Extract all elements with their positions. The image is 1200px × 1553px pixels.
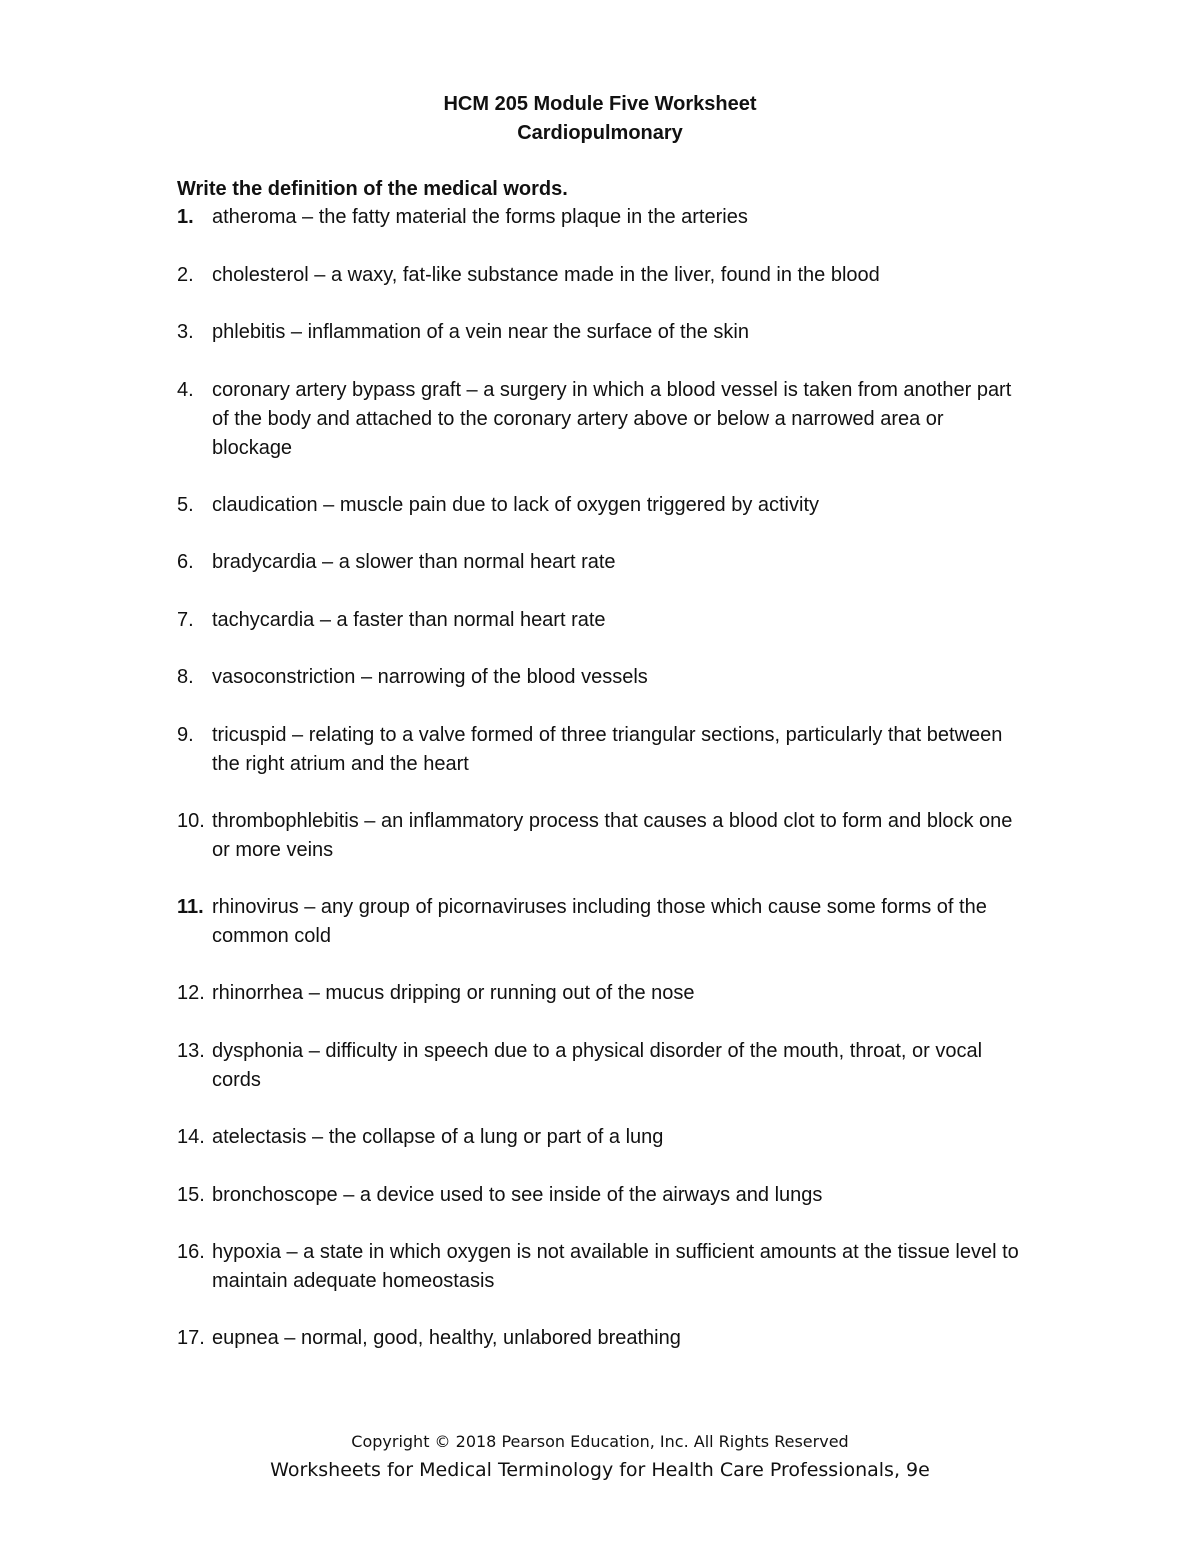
item-number: 10. [177,810,205,832]
item-definition: coronary artery bypass graft – a surgery in which a blood vessel is taken from another part of the body and attached to the coronary artery above or below a narrowed area or blockage [212,379,1012,459]
item-number: 13. [177,1040,205,1062]
item-definition: eupnea – normal, good, healthy, unlabored breathing [212,1327,681,1349]
list-item [177,318,1027,347]
item-definition: hypoxia – a state in which oxygen is not available in sufficient amounts at the tissue level to maintain adequate homeostasis [212,1241,1019,1292]
item-definition: tachycardia – a faster than normal heart rate [212,609,606,631]
worksheet-title: HCM 205 Module Five Worksheet [443,93,757,115]
item-definition: atheroma – the fatty material the forms plaque in the arteries [212,206,748,228]
item-definition: vasoconstriction – narrowing of the blood vessels [212,666,648,688]
item-number: 9. [177,724,194,746]
list-item [177,1181,1027,1210]
item-definition: dysphonia – difficulty in speech due to a physical disorder of the mouth, throat, or vocal cords [212,1040,983,1091]
list-item [177,203,1027,232]
item-number: 15. [177,1184,205,1206]
item-number: 8. [177,666,194,688]
list-item [177,261,1027,290]
list-item [177,663,1027,692]
item-number: 14. [177,1126,205,1148]
list-item [177,807,1027,865]
list-item [177,1238,1027,1296]
item-definition: bronchoscope – a device used to see inside of the airways and lungs [212,1184,823,1206]
item-number: 11. [177,896,204,918]
item-number: 12. [177,982,205,1004]
item-number: 1. [177,206,194,228]
item-definition: bradycardia – a slower than normal heart rate [212,551,616,573]
list-item [177,1123,1027,1152]
item-definition: rhinovirus – any group of picornaviruses including those which cause some forms of the common cold [212,896,987,947]
item-number: 2. [177,264,194,286]
item-number: 4. [177,379,194,401]
item-number: 6. [177,551,194,573]
item-definition: cholesterol – a waxy, fat-like substance made in the liver, found in the blood [212,264,880,286]
item-number: 16. [177,1241,205,1263]
item-definition: rhinorrhea – mucus dripping or running out of the nose [212,982,695,1004]
item-number: 7. [177,609,194,631]
list-item [177,1037,1027,1095]
list-item [177,721,1027,779]
item-number: 17. [177,1327,205,1349]
list-item [177,979,1027,1008]
item-definition: atelectasis – the collapse of a lung or part of a lung [212,1126,664,1148]
list-item [177,893,1027,951]
copyright-footer: Copyright © 2018 Pearson Education, Inc. All Rights Reserved [351,1432,849,1451]
worksheet-subtitle: Cardiopulmonary [517,122,683,144]
list-item [177,491,1027,520]
book-title-footer: Worksheets for Medical Terminology for Health Care Professionals, 9e [270,1459,930,1481]
item-definition: phlebitis – inflammation of a vein near the surface of the skin [212,321,749,343]
list-item [177,1324,1027,1353]
item-number: 5. [177,494,194,516]
list-item [177,376,1027,463]
item-definition: claudication – muscle pain due to lack of oxygen triggered by activity [212,494,820,516]
item-definition: tricuspid – relating to a valve formed of three triangular sections, particularly that between the right atrium and the heart [212,724,1003,775]
item-number: 3. [177,321,194,343]
list-item [177,548,1027,577]
item-definition: thrombophlebitis – an inflammatory process that causes a blood clot to form and block one or more veins [212,810,1013,861]
list-item [177,606,1027,635]
instructions-heading: Write the definition of the medical words. [177,178,568,200]
